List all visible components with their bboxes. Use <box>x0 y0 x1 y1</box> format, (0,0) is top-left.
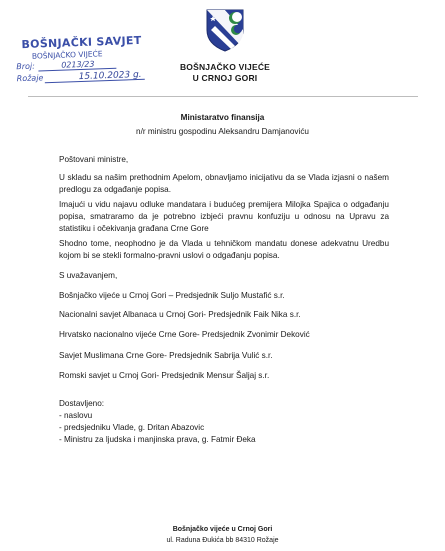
recipient-title: Ministaratvo finansija <box>180 113 265 122</box>
stamp-date-value: 15.10.2023 g. <box>78 69 142 83</box>
stamp-place-label: Rožaje <box>16 73 44 84</box>
coat-of-arms-logo <box>205 8 245 52</box>
delivered-item: - Ministru za ljudska i manjinska prava, g. Fatmir Đeka <box>59 435 256 444</box>
stamp-number-label: Broj: <box>16 61 36 72</box>
recipient-attention: n/r ministru gospodinu Aleksandru Damjanoviću <box>136 127 309 136</box>
delivered-item: - predsjedniku Vlade, g. Dritan Abazovic <box>59 423 205 432</box>
signatory-line: Nacionalni savjet Albanaca u Crnoj Gori- Predsjednik Faik Nika s.r. <box>59 310 301 319</box>
paragraph-3: Shodno tome, neophodno je da Vlada u tehničkom mandatu donese adekvatnu Uredbu kojom bi se stekli formalno-pravni uslovi o odgađanju popisa. <box>59 239 389 261</box>
paragraph-1: U skladu sa našim prethodnim Apelom, obnavljamo inicijativu da se Vlada izjasni o našem predlogu za odgađanje popisa. <box>59 173 389 195</box>
delivered-label: Dostavljeno: <box>59 399 105 408</box>
stamp-number-value: 0213/23 <box>61 59 95 70</box>
signatory-line: Savjet Muslimana Crne Gore- Predsjednik Sabrija Vulić s.r. <box>59 351 273 360</box>
org-name-line1: BOŠNJAČKO VIJEĆE <box>179 62 271 72</box>
stamp-line1: BOŠNJAČKI SAVJET <box>21 33 142 52</box>
salutation: Poštovani ministre, <box>59 155 129 164</box>
paragraph-2: Imajući u vidu najavu odluke mandatara i budućeg premijera Milojka Spajica o odgađanju popisa, smatraramo da je potrebno izbjeći pravnu konfuziju u odnosu na Upravu za statistiku i očekivanja građana Crne Gore <box>59 200 389 234</box>
shield-icon <box>205 8 245 52</box>
org-name-line2: U CRNOJ GORI <box>192 73 258 83</box>
registry-stamp <box>5 25 157 90</box>
delivered-item: - naslovu <box>59 411 93 420</box>
stamp-line2: BOŠNJAČKO VIJEĆE <box>31 49 103 61</box>
footer-address: ul. Raduna Đukića bb 84310 Rožaje <box>166 537 279 544</box>
header-divider <box>28 96 418 97</box>
signatory-line: Romski savjet u Crnoj Gori- Predsjednik Mensur Šaljaj s.r. <box>59 371 270 380</box>
signatory-line: Bošnjačko vijeće u Crnoj Gori – Predsjednik Suljo Mustafić s.r. <box>59 291 285 300</box>
closing: S uvažavanjem, <box>59 271 118 280</box>
footer-org-name: Bošnjačko vijeće u Crnoj Gori <box>172 526 273 533</box>
signatory-line: Hrvatsko nacionalno vijeće Crne Gore- Predsjednik Zvonimir Deković <box>59 330 310 339</box>
